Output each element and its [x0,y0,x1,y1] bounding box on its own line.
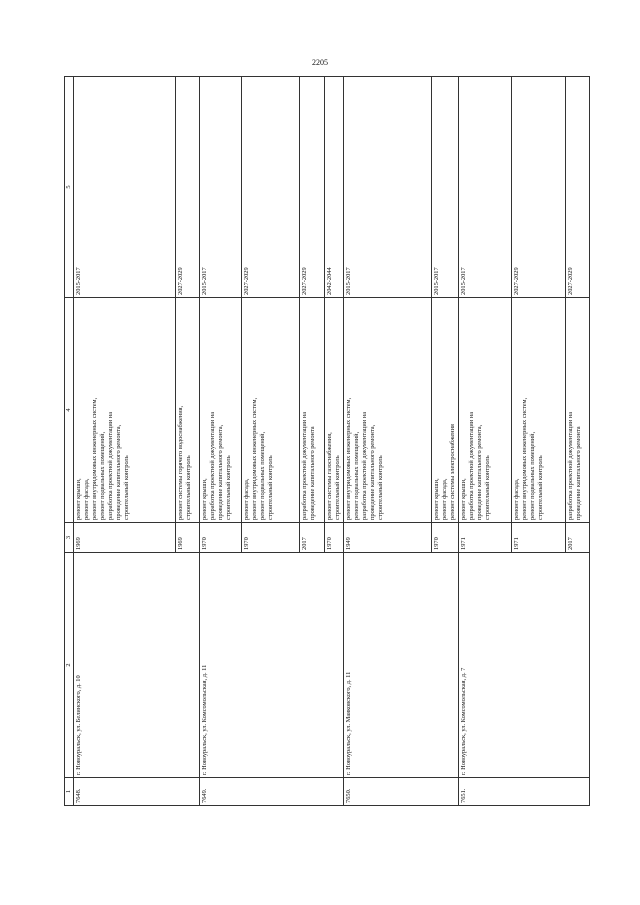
work-line: строительный контроль [484,455,491,520]
works-cell [459,298,512,523]
table-row [459,77,512,806]
address-cell: г. Новоуральск, ул. Комсомольская, д. 7 [459,553,590,778]
period-cell: 2042-2044 [325,77,344,298]
period-cell: 2027-2029 [566,77,590,298]
work-line: ремонт внутридомовых инженерных систем, [91,397,98,520]
table-row [344,77,432,806]
work-line: ремонт внутридомовых инженерных систем, [251,397,258,520]
work-line: ремонт подвальных помещений, [529,431,536,520]
column-header: 2 [65,553,74,778]
period-cell: 2015-2017 [432,77,459,298]
work-line: строительный контроль [334,455,341,520]
year-cell: 2017 [566,523,590,553]
work-line: проведение капитального ремонта, [476,424,483,520]
year-cell: 1970 [200,523,242,553]
work-line: ремонт подвальных помещений, [259,431,266,520]
entry-number: 7650. [344,778,459,806]
work-line: разработка проектной документации на [468,411,475,520]
work-line: ремонт фасада, [243,478,250,520]
address-cell: г. Новоуральск, ул. Маяковского, д. 11 [344,553,459,778]
work-line: ремонт фасада, [513,478,520,520]
works-cell [242,298,300,523]
period-cell: 2027-2029 [242,77,300,298]
work-line: разработка проектной документации на [567,411,574,520]
year-cell: 1971 [512,523,566,553]
works-cell [74,298,176,523]
work-line: строительный контроль [537,455,544,520]
work-line: проведение капитального ремонта, [369,424,376,520]
work-line: проведение капитального ремонта, [115,424,122,520]
period-cell: 2027-2029 [176,77,200,298]
period-cell: 2015-2017 [344,77,432,298]
year-cell: 1969 [176,523,200,553]
address-cell: г. Новоуральск, ул. Белинского, д. 10 [74,553,200,778]
works-cell [200,298,242,523]
work-line: разработка проектной документации на [107,411,114,520]
year-cell: 1971 [459,523,512,553]
work-line: ремонт крыши, [75,478,82,520]
work-line: разработка проектной документации на [301,411,308,520]
work-line: ремонт фасада, [83,478,90,520]
works-cell [432,298,459,523]
year-cell: 2017 [300,523,325,553]
work-line: ремонт фасада, [441,478,448,520]
work-line: проведение капитального ремонта [309,426,316,520]
column-header: 3 [65,523,74,553]
works-cell [300,298,325,523]
work-line: ремонт системы горячего водоснабжения, [177,405,184,520]
works-cell [512,298,566,523]
period-cell: 2027-2029 [512,77,566,298]
page-number: 2205 [312,58,328,67]
works-cell [566,298,590,523]
work-line: строительный контроль [225,455,232,520]
work-line: ремонт подвальных помещений, [353,431,360,520]
work-line: ремонт системы электроснабжения [449,424,456,520]
table-body [74,77,590,806]
work-line: строительный контроль [377,455,384,520]
work-line: ремонт подвальных помещений, [99,431,106,520]
work-line: проведение капитального ремонта, [217,424,224,520]
year-cell: 1970 [325,523,344,553]
work-line: строительный контроль [267,455,274,520]
work-line: разработка проектной документации на [361,411,368,520]
repair-schedule-table [64,76,590,806]
works-cell [325,298,344,523]
works-cell [176,298,200,523]
entry-number: 7649. [200,778,344,806]
address-cell: г. Новоуральск, ул. Комсомольская, д. 11 [200,553,344,778]
work-line: ремонт крыши, [460,478,467,520]
year-cell: 1970 [432,523,459,553]
column-header: 1 [65,778,74,806]
rotated-table-wrapper [64,77,589,806]
work-line: разработка проектной документации на [209,411,216,520]
work-line: строительный контроль [185,455,192,520]
work-line: строительный контроль [123,455,130,520]
work-line: проведение капитального ремонта [575,426,582,520]
work-line: ремонт внутридомовых инженерных систем, [521,397,528,520]
work-line: ремонт крыши, [201,478,208,520]
work-line: ремонт крыши, [433,478,440,520]
header-row [65,77,74,806]
period-cell: 2015-2017 [200,77,242,298]
entry-number: 7651. [459,778,590,806]
year-cell: 1949 [344,523,432,553]
period-cell: 2015-2017 [459,77,512,298]
period-cell: 2015-2017 [74,77,176,298]
column-header: 5 [65,77,74,298]
year-cell: 1970 [242,523,300,553]
work-line: ремонт внутридомовых инженерных систем, [345,397,352,520]
table-row [200,77,242,806]
work-line: ремонт системы газоснабжения, [326,432,333,520]
year-cell: 1969 [74,523,176,553]
column-header: 4 [65,298,74,523]
table-row [74,77,176,806]
entry-number: 7648. [74,778,200,806]
works-cell [344,298,432,523]
period-cell: 2027-2029 [300,77,325,298]
